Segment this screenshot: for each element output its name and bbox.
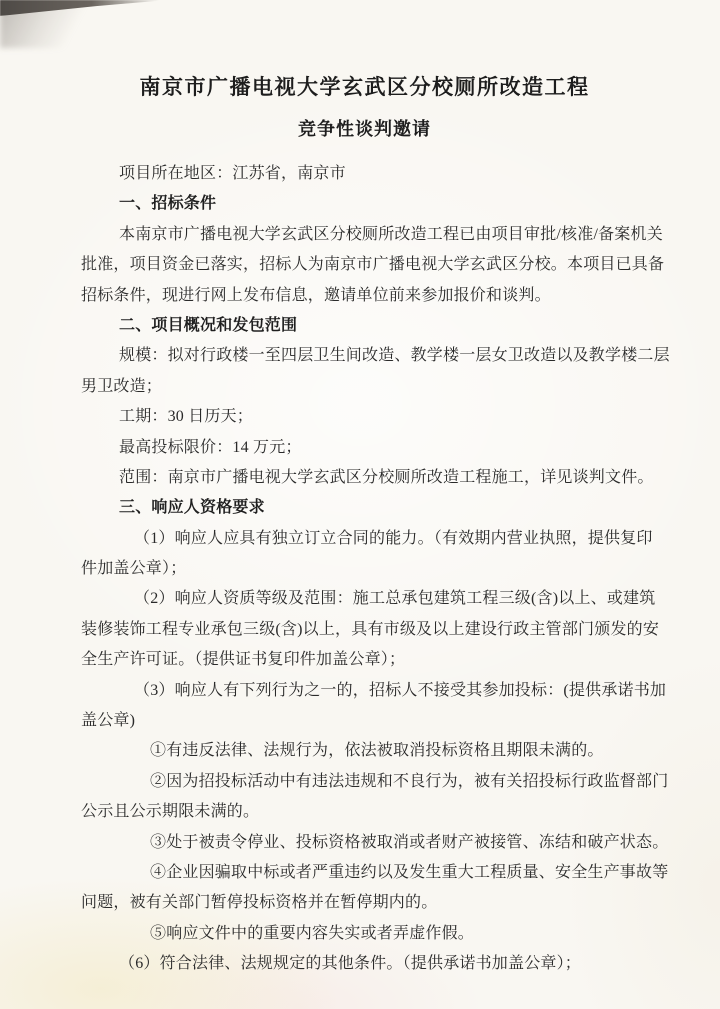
document-line: 工期：30 日历天； — [119, 408, 254, 426]
document-line: ②因为招投标活动中有违法违规和不良行为，被有关招投标行政监督部门 — [150, 772, 669, 790]
document-line: 男卫改造； — [81, 377, 163, 395]
document-line: ③处于被责令停业、投标资格被取消或者财产被接管、冻结和破产状态。 — [150, 833, 669, 851]
document-line: 范围：南京市广播电视大学玄武区分校厕所改造工程施工，详见谈判文件。 — [119, 468, 654, 486]
document-title: 南京市广播电视大学玄武区分校厕所改造工程 — [139, 75, 590, 99]
document-line: 本南京市广播电视大学玄武区分校厕所改造工程已由项目审批/核准/备案机关 — [119, 225, 663, 243]
document-body — [81, 159, 670, 980]
document-line: 件加盖公章）； — [81, 560, 187, 578]
document-line: （2）响应人资质等级及范围：施工总承包建筑工程三级(含)以上、或建筑 — [134, 590, 656, 608]
document-line: 批准，项目资金已落实，招标人为南京市广播电视大学玄武区分校。本项目已具备 — [81, 256, 665, 274]
document-line: 公示且公示期限未满的。 — [81, 803, 260, 821]
document-line: 全生产许可证。（提供证书复印件加盖公章）； — [81, 651, 406, 669]
document-line: （3）响应人有下列行为之一的，招标人不接受其参加投标：(提供承诺书加 — [134, 681, 667, 699]
document-line: 最高投标限价：14 万元； — [119, 438, 302, 456]
document-line: ④企业因骗取中标或者严重违约以及发生重大工程质量、安全生产事故等 — [150, 863, 669, 881]
document-line: 规模：拟对行政楼一至四层卫生间改造、教学楼一层女卫改造以及教学楼二层 — [119, 347, 670, 365]
document-subtitle: 竞争性谈判邀请 — [298, 119, 431, 139]
document-line: ⑤响应文件中的重要内容失实或者弄虚作假。 — [150, 924, 475, 942]
document-line: 一、招标条件 — [119, 195, 217, 213]
document-line: 招标条件，现进行网上发布信息，邀请单位前来参加报价和谈判。 — [81, 286, 551, 304]
document-line: 三、响应人资格要求 — [119, 499, 265, 517]
document-line: 盖公章) — [81, 712, 136, 730]
document-line: ①有违反法律、法规行为，依法被取消投标资格且期限未满的。 — [150, 742, 604, 760]
document-line: 项目所在地区：江苏省，南京市 — [119, 165, 346, 182]
document-line: （6）符合法律、法规规定的其他条件。（提供承诺书加盖公章）； — [119, 955, 582, 973]
document-line: 问题，被有关部门暂停投标资格并在暂停期内的。 — [81, 894, 438, 912]
document-line: 二、项目概况和发包范围 — [119, 316, 298, 334]
document-line: 装修装饰工程专业承包三级(含)以上，具有市级及以上建设行政主管部门颁发的安 — [81, 620, 660, 638]
document-line: （1）响应人应具有独立订立合同的能力。（有效期内营业执照，提供复印 — [134, 529, 653, 547]
